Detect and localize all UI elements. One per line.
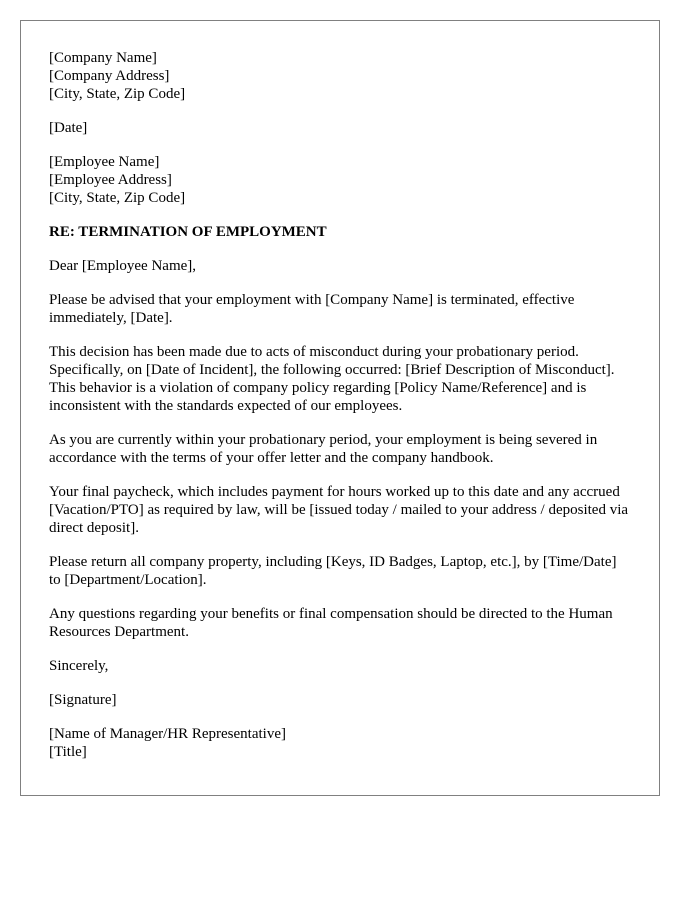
signature: [Signature] xyxy=(49,692,117,708)
paragraph-company-property: Please return all company property, including [Keys, ID Badges, Laptop, etc.], by [Time/Date] to [Department/Location]. xyxy=(49,554,617,588)
paragraph-final-paycheck: Your final paycheck, which includes payment for hours worked up to this date and any accrued [Vacation/PTO] as required by law, will be [issued today / mailed to your address / deposited via direct deposit]. xyxy=(49,484,629,536)
paragraph-termination-notice: Please be advised that your employment with [Company Name] is terminated, effective immediately, [Date]. xyxy=(49,292,575,326)
employee-city-state-zip: [City, State, Zip Code] xyxy=(49,190,186,206)
letter-date: [Date] xyxy=(49,120,88,136)
paragraph-misconduct: This decision has been made due to acts of misconduct during your probationary period. Specifically, on [Date of Incident], the following occurred: [Brief Description of Misconduct]. This behavior is a violation of company policy regarding [Policy Name/Reference] and is inconsistent with the standards expected of our employees. xyxy=(49,344,615,414)
termination-letter xyxy=(20,20,660,796)
salutation: Dear [Employee Name], xyxy=(49,258,197,274)
paragraph-questions: Any questions regarding your benefits or final compensation should be directed to the Human Resources Department. xyxy=(49,606,613,640)
recipient-address xyxy=(49,153,631,207)
signer-name: [Name of Manager/HR Representative] xyxy=(49,726,286,742)
subject-line: RE: TERMINATION OF EMPLOYMENT xyxy=(49,224,327,240)
company-address: [Company Address] xyxy=(49,68,170,84)
employee-address: [Employee Address] xyxy=(49,172,172,188)
company-city-state-zip: [City, State, Zip Code] xyxy=(49,86,186,102)
closing: Sincerely, xyxy=(49,658,109,674)
signer-block xyxy=(49,725,631,761)
sender-address xyxy=(49,49,631,103)
paragraph-probation: As you are currently within your probationary period, your employment is being severed in accordance with the terms of your offer letter and the company handbook. xyxy=(49,432,598,466)
employee-name: [Employee Name] xyxy=(49,154,160,170)
company-name: [Company Name] xyxy=(49,50,157,66)
signer-title: [Title] xyxy=(49,744,87,760)
